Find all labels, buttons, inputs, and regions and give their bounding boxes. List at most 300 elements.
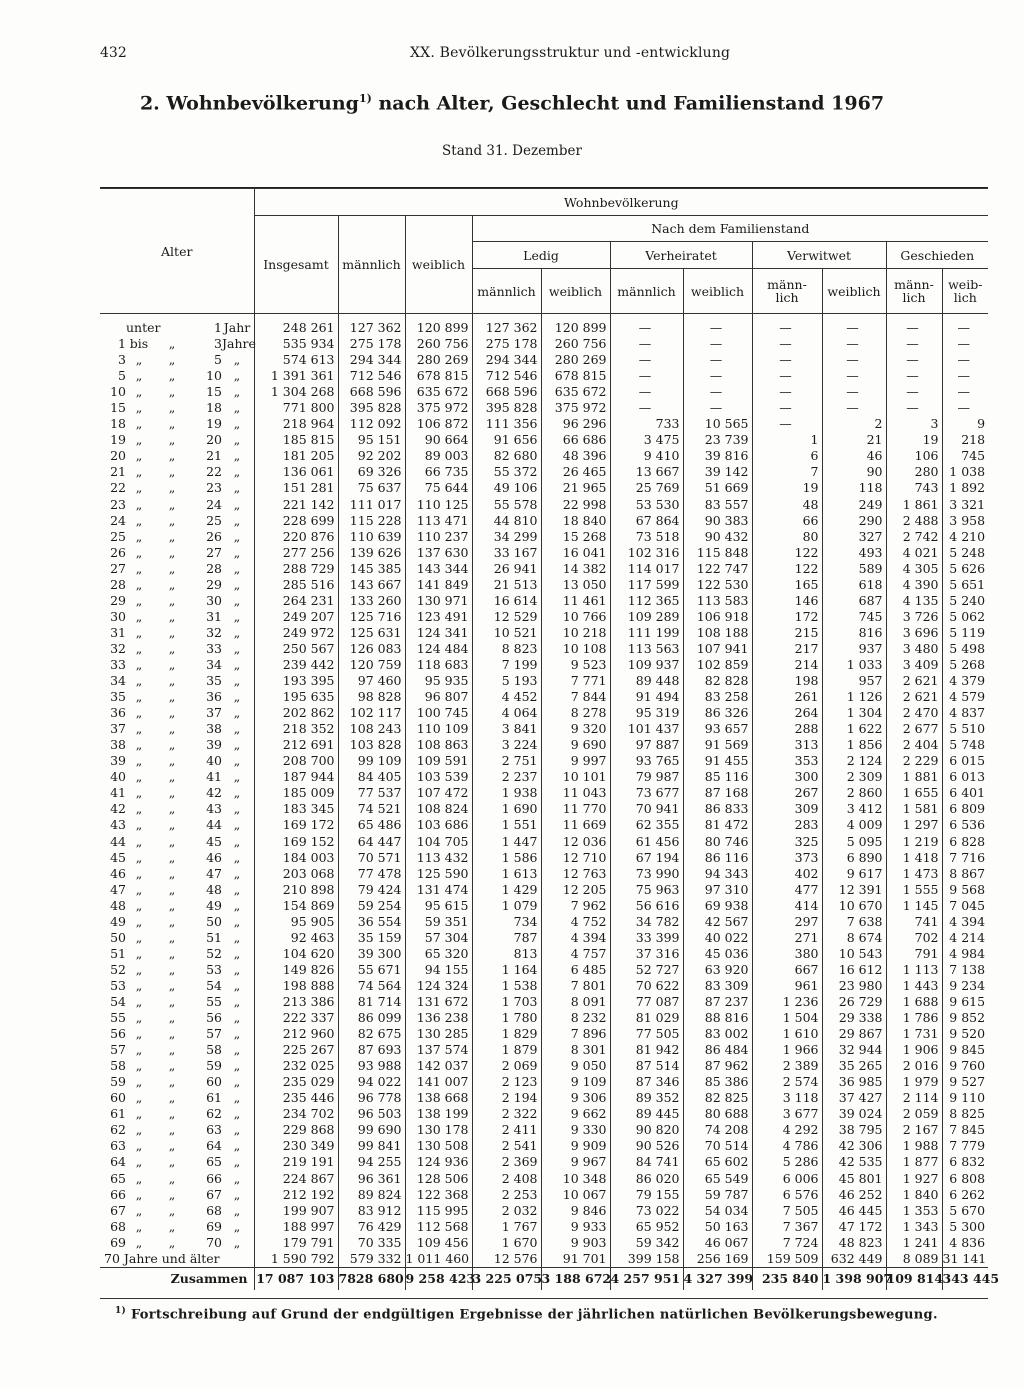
age-range xyxy=(104,513,252,529)
value-cell: 294 344 xyxy=(472,352,541,368)
value-cell xyxy=(822,368,886,384)
value-cell: 111 356 xyxy=(472,416,541,432)
value-cell: 5 286 xyxy=(752,1154,822,1170)
value-cell: 2 114 xyxy=(886,1090,942,1106)
value-cell: 12 391 xyxy=(822,882,886,898)
value-cell: 2 369 xyxy=(472,1154,541,1170)
age-part: „ xyxy=(233,480,241,496)
age-part: „ xyxy=(135,528,143,544)
value-cell: 125 590 xyxy=(405,866,472,882)
value-cell: 87 168 xyxy=(683,785,752,801)
value-cell: 76 429 xyxy=(338,1219,405,1235)
age-part: 19 xyxy=(206,416,222,432)
age-part: „ xyxy=(233,640,241,656)
age-part: Jahr xyxy=(223,320,251,336)
value-cell: 16 612 xyxy=(822,962,886,978)
table-row xyxy=(100,1106,988,1122)
age-cell xyxy=(100,769,254,785)
value-cell: 4 292 xyxy=(752,1122,822,1138)
value-cell: 574 613 xyxy=(254,352,338,368)
age-part: „ xyxy=(135,961,143,977)
value-cell: 96 778 xyxy=(338,1090,405,1106)
value-cell: 16 041 xyxy=(541,545,610,561)
age-range xyxy=(104,529,252,545)
header-verheiratet: Verheiratet xyxy=(610,242,752,269)
age-part: „ xyxy=(233,977,241,993)
value-cell: 264 231 xyxy=(254,593,338,609)
value-cell: 110 639 xyxy=(338,529,405,545)
value-cell: 635 672 xyxy=(541,384,610,400)
table-row xyxy=(100,1058,988,1074)
value-cell: 1 877 xyxy=(886,1154,942,1170)
value-cell: 130 971 xyxy=(405,593,472,609)
value-cell: 91 701 xyxy=(541,1251,610,1268)
value-cell xyxy=(752,368,822,384)
value-cell: 1 297 xyxy=(886,817,942,833)
value-cell: 2 059 xyxy=(886,1106,942,1122)
age-part: 36 xyxy=(110,705,126,721)
value-cell: 1 164 xyxy=(472,962,541,978)
age-part: 59 xyxy=(110,1074,126,1090)
age-part: „ xyxy=(135,416,143,432)
age-part: „ xyxy=(168,368,176,384)
value-cell: 250 567 xyxy=(254,641,338,657)
age-part: 21 xyxy=(206,448,222,464)
value-cell xyxy=(886,400,942,416)
table-row xyxy=(100,962,988,978)
value-cell: 141 007 xyxy=(405,1074,472,1090)
value-cell: 230 349 xyxy=(254,1138,338,1154)
age-part: „ xyxy=(168,1170,176,1186)
footnote-marker: 1) xyxy=(115,1306,127,1316)
age-range xyxy=(104,866,252,882)
value-cell: 249 972 xyxy=(254,625,338,641)
value-cell: 1 353 xyxy=(886,1203,942,1219)
value-cell: 50 163 xyxy=(683,1219,752,1235)
age-range xyxy=(104,946,252,962)
value-cell: 53 530 xyxy=(610,497,683,513)
age-part: „ xyxy=(135,721,143,737)
value-cell: 141 849 xyxy=(405,577,472,593)
value-cell: 5 651 xyxy=(942,577,988,593)
age-cell xyxy=(100,834,254,850)
value-cell: 1 856 xyxy=(822,737,886,753)
value-cell: 172 xyxy=(752,609,822,625)
value-cell: 70 622 xyxy=(610,978,683,994)
value-cell: 745 xyxy=(822,609,886,625)
value-cell: 97 310 xyxy=(683,882,752,898)
age-part: „ xyxy=(135,1042,143,1058)
value-cell xyxy=(610,368,683,384)
age-range xyxy=(104,641,252,657)
age-part: „ xyxy=(135,897,143,913)
table-row xyxy=(100,1138,988,1154)
age-part: 59 xyxy=(206,1058,222,1074)
age-part: „ xyxy=(233,817,241,833)
header-gesch-m xyxy=(886,269,942,314)
value-cell: 668 596 xyxy=(472,384,541,400)
value-cell: 1 447 xyxy=(472,834,541,850)
value-cell: 83 258 xyxy=(683,689,752,705)
age-range xyxy=(104,657,252,673)
value-cell: 11 669 xyxy=(541,817,610,833)
age-cell xyxy=(100,946,254,962)
age-part: „ xyxy=(135,1202,143,1218)
value-cell: 632 449 xyxy=(822,1251,886,1268)
age-part: 56 xyxy=(110,1026,126,1042)
value-cell: 3 321 xyxy=(942,497,988,513)
value-cell: 1 473 xyxy=(886,866,942,882)
value-cell: 81 472 xyxy=(683,817,752,833)
value-cell: 136 238 xyxy=(405,1010,472,1026)
value-cell: 5 248 xyxy=(942,545,988,561)
dash-cell: — xyxy=(846,400,859,416)
age-part: 3 xyxy=(214,336,222,352)
age-part: „ xyxy=(135,689,143,705)
age-part: „ xyxy=(233,993,241,1009)
value-cell xyxy=(822,400,886,416)
value-cell: 90 432 xyxy=(683,529,752,545)
value-cell: 46 445 xyxy=(822,1203,886,1219)
value-cell: 2 677 xyxy=(886,721,942,737)
table-row xyxy=(100,673,988,689)
age-part: „ xyxy=(233,416,241,432)
value-cell: 74 521 xyxy=(338,801,405,817)
age-part: „ xyxy=(168,1234,176,1250)
age-part: 58 xyxy=(206,1042,222,1058)
value-cell: 109 591 xyxy=(405,753,472,769)
value-cell: 618 xyxy=(822,577,886,593)
value-cell: 46 252 xyxy=(822,1187,886,1203)
age-cell xyxy=(100,625,254,641)
value-cell xyxy=(822,352,886,368)
table-row xyxy=(100,1219,988,1235)
value-cell: 771 800 xyxy=(254,400,338,416)
table-row xyxy=(100,625,988,641)
age-cell xyxy=(100,994,254,1010)
age-part: 45 xyxy=(206,833,222,849)
age-part: „ xyxy=(233,673,241,689)
value-cell: 4 064 xyxy=(472,705,541,721)
value-cell: 668 596 xyxy=(338,384,405,400)
value-cell: 743 xyxy=(886,480,942,496)
value-cell: 1 879 xyxy=(472,1042,541,1058)
header-insgesamt: Insgesamt xyxy=(254,216,338,314)
age-part: „ xyxy=(168,496,176,512)
value-cell: 22 998 xyxy=(541,497,610,513)
age-part: „ xyxy=(135,640,143,656)
age-part: „ xyxy=(135,1058,143,1074)
value-cell: 122 530 xyxy=(683,577,752,593)
age-part: „ xyxy=(168,721,176,737)
total-cell: 4 257 951 xyxy=(610,1267,683,1290)
total-cell: 17 087 103 xyxy=(254,1267,338,1290)
age-part: 18 xyxy=(206,400,222,416)
age-part: „ xyxy=(135,753,143,769)
age-range xyxy=(104,769,252,785)
value-cell: 6 809 xyxy=(942,801,988,817)
value-cell: 5 240 xyxy=(942,593,988,609)
header-gesch-w xyxy=(942,269,988,314)
value-cell: 280 269 xyxy=(541,352,610,368)
value-cell: 95 905 xyxy=(254,914,338,930)
value-cell: 1 504 xyxy=(752,1010,822,1026)
age-part: 42 xyxy=(110,801,126,817)
age-range xyxy=(104,400,252,416)
age-part: 39 xyxy=(110,753,126,769)
age-part: 48 xyxy=(110,897,126,913)
value-cell: 3 224 xyxy=(472,737,541,753)
value-cell: 5 510 xyxy=(942,721,988,737)
value-cell: 59 351 xyxy=(405,914,472,930)
value-cell: 133 260 xyxy=(338,593,405,609)
value-cell: 218 352 xyxy=(254,721,338,737)
value-cell: 3 726 xyxy=(886,609,942,625)
value-cell: 19 xyxy=(886,432,942,448)
value-cell: 9 617 xyxy=(822,866,886,882)
value-cell: 234 702 xyxy=(254,1106,338,1122)
value-cell: 7 716 xyxy=(942,850,988,866)
value-cell: 42 535 xyxy=(822,1154,886,1170)
value-cell: 1 443 xyxy=(886,978,942,994)
value-cell: 2 069 xyxy=(472,1058,541,1074)
value-cell xyxy=(752,352,822,368)
value-cell: 26 941 xyxy=(472,561,541,577)
value-cell: 21 xyxy=(822,432,886,448)
value-cell: 34 299 xyxy=(472,529,541,545)
age-part: „ xyxy=(233,528,241,544)
value-cell: 667 xyxy=(752,962,822,978)
value-cell: 477 xyxy=(752,882,822,898)
value-cell: 9 933 xyxy=(541,1219,610,1235)
age-part: „ xyxy=(135,608,143,624)
value-cell xyxy=(683,368,752,384)
value-cell: 1 xyxy=(752,432,822,448)
table-row xyxy=(100,737,988,753)
age-part: 37 xyxy=(206,705,222,721)
value-cell: 98 828 xyxy=(338,689,405,705)
value-cell xyxy=(942,314,988,337)
value-cell: 70 514 xyxy=(683,1138,752,1154)
value-cell: 1 840 xyxy=(886,1187,942,1203)
table-row xyxy=(100,529,988,545)
value-cell: 188 997 xyxy=(254,1219,338,1235)
value-cell: 90 383 xyxy=(683,513,752,529)
value-cell: 222 337 xyxy=(254,1010,338,1026)
value-cell: 130 285 xyxy=(405,1026,472,1042)
value-cell: 89 445 xyxy=(610,1106,683,1122)
value-cell: 4 009 xyxy=(822,817,886,833)
value-cell: 9 903 xyxy=(541,1235,610,1251)
value-cell xyxy=(683,352,752,368)
age-cell xyxy=(100,930,254,946)
value-cell: 232 025 xyxy=(254,1058,338,1074)
value-cell: 1 113 xyxy=(886,962,942,978)
age-part: „ xyxy=(168,753,176,769)
value-cell: 145 385 xyxy=(338,561,405,577)
dash-cell: — xyxy=(709,400,723,416)
value-cell: 87 346 xyxy=(610,1074,683,1090)
dash-cell: — xyxy=(846,336,859,352)
value-cell: 86 326 xyxy=(683,705,752,721)
age-part: 23 xyxy=(110,496,126,512)
age-range xyxy=(104,817,252,833)
age-part: 20 xyxy=(110,448,126,464)
age-range xyxy=(104,384,252,400)
age-part: 64 xyxy=(110,1154,126,1170)
value-cell: 89 448 xyxy=(610,673,683,689)
value-cell: 3 841 xyxy=(472,721,541,737)
dash-cell: — xyxy=(957,336,971,352)
value-cell: 297 xyxy=(752,914,822,930)
value-cell: 9 760 xyxy=(942,1058,988,1074)
age-part: „ xyxy=(168,993,176,1009)
value-cell: 19 xyxy=(752,480,822,496)
value-cell: 4 394 xyxy=(541,930,610,946)
value-cell: 59 787 xyxy=(683,1187,752,1203)
age-part: 38 xyxy=(206,721,222,737)
age-part: 5 xyxy=(118,368,126,384)
age-part: „ xyxy=(135,865,143,881)
age-cell xyxy=(100,673,254,689)
value-cell: 4 752 xyxy=(541,914,610,930)
table-row xyxy=(100,352,988,368)
dash-cell: — xyxy=(906,352,919,368)
value-cell: 109 289 xyxy=(610,609,683,625)
value-cell: 112 365 xyxy=(610,593,683,609)
value-cell: 109 937 xyxy=(610,657,683,673)
dash-cell: — xyxy=(779,416,792,432)
age-part: 41 xyxy=(206,769,222,785)
value-cell: 42 306 xyxy=(822,1138,886,1154)
total-cell: 3 225 075 xyxy=(472,1267,541,1290)
age-part: „ xyxy=(135,1154,143,1170)
value-cell: 7 962 xyxy=(541,898,610,914)
value-cell: 7 845 xyxy=(942,1122,988,1138)
table-row xyxy=(100,978,988,994)
value-cell: 212 691 xyxy=(254,737,338,753)
value-cell: 239 442 xyxy=(254,657,338,673)
age-part: „ xyxy=(135,1090,143,1106)
age-part: 65 xyxy=(206,1154,222,1170)
table-row xyxy=(100,609,988,625)
value-cell: 9 690 xyxy=(541,737,610,753)
total-row xyxy=(100,1267,988,1290)
value-cell: 86 020 xyxy=(610,1170,683,1186)
population-table xyxy=(100,188,1000,1290)
age-part: „ xyxy=(135,1122,143,1138)
age-part: „ xyxy=(233,849,241,865)
value-cell: 9 909 xyxy=(541,1138,610,1154)
value-cell: 75 963 xyxy=(610,882,683,898)
age-part: „ xyxy=(135,496,143,512)
value-cell: 126 083 xyxy=(338,641,405,657)
value-cell: 79 424 xyxy=(338,882,405,898)
age-part: 32 xyxy=(110,640,126,656)
value-cell: 225 267 xyxy=(254,1042,338,1058)
value-cell: 5 748 xyxy=(942,737,988,753)
age-cell xyxy=(100,898,254,914)
dash-cell: — xyxy=(779,352,792,368)
value-cell: 9 846 xyxy=(541,1203,610,1219)
age-part: „ xyxy=(135,1106,143,1122)
value-cell: 2 xyxy=(822,416,886,432)
age-part: „ xyxy=(135,657,143,672)
age-range xyxy=(104,785,252,801)
value-cell: 151 281 xyxy=(254,480,338,496)
value-cell: 5 300 xyxy=(942,1219,988,1235)
value-cell: 8 089 xyxy=(886,1251,942,1268)
value-cell: 81 714 xyxy=(338,994,405,1010)
age-part: „ xyxy=(233,400,241,416)
value-cell: 94 022 xyxy=(338,1074,405,1090)
value-cell: 4 379 xyxy=(942,673,988,689)
age-range xyxy=(104,1122,252,1138)
value-cell: 138 668 xyxy=(405,1090,472,1106)
value-cell: 91 494 xyxy=(610,689,683,705)
value-cell: 678 815 xyxy=(405,368,472,384)
value-cell: 9 523 xyxy=(541,657,610,673)
value-cell: 249 207 xyxy=(254,609,338,625)
value-cell: 79 987 xyxy=(610,769,683,785)
age-part: 68 xyxy=(206,1202,222,1218)
age-range xyxy=(104,448,252,464)
value-cell: 1 219 xyxy=(886,834,942,850)
value-cell: 1 555 xyxy=(886,882,942,898)
value-cell: 1 126 xyxy=(822,689,886,705)
value-cell: 90 820 xyxy=(610,1122,683,1138)
value-cell: 154 869 xyxy=(254,898,338,914)
age-part: 26 xyxy=(110,544,126,560)
header-gesch-w-1: weib- xyxy=(948,277,983,292)
table-row xyxy=(100,1154,988,1170)
age-part: „ xyxy=(168,512,176,528)
value-cell: 83 002 xyxy=(683,1026,752,1042)
value-cell: 32 944 xyxy=(822,1042,886,1058)
value-cell: 10 565 xyxy=(683,416,752,432)
value-cell: 33 399 xyxy=(610,930,683,946)
age-range xyxy=(104,368,252,384)
value-cell: 193 395 xyxy=(254,673,338,689)
age-range xyxy=(104,914,252,930)
age-part: „ xyxy=(168,801,176,817)
value-cell: 1 655 xyxy=(886,785,942,801)
table-row xyxy=(100,705,988,721)
value-cell: 402 xyxy=(752,866,822,882)
value-cell xyxy=(752,314,822,337)
value-cell: 325 xyxy=(752,834,822,850)
value-cell: 39 816 xyxy=(683,448,752,464)
header-maennlich: männlich xyxy=(338,216,405,314)
value-cell: 92 202 xyxy=(338,448,405,464)
value-cell: 52 727 xyxy=(610,962,683,978)
value-cell: 74 564 xyxy=(338,978,405,994)
age-part: „ xyxy=(168,881,176,897)
value-cell xyxy=(886,336,942,352)
age-cell xyxy=(100,882,254,898)
value-cell: 741 xyxy=(886,914,942,930)
age-part: „ xyxy=(233,1106,241,1122)
dash-cell: — xyxy=(846,320,859,336)
age-cell xyxy=(100,513,254,529)
age-part: „ xyxy=(168,929,176,945)
age-part: „ xyxy=(168,544,176,560)
age-range xyxy=(104,320,252,336)
age-part: „ xyxy=(168,1010,176,1026)
value-cell: 113 583 xyxy=(683,593,752,609)
value-cell: 130 508 xyxy=(405,1138,472,1154)
age-part: „ xyxy=(233,1010,241,1026)
